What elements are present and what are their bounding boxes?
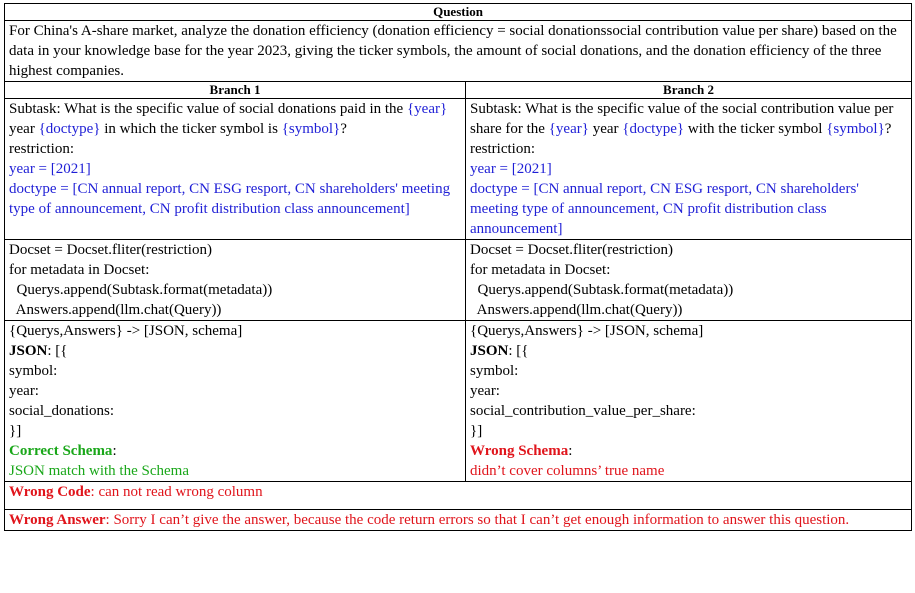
code-line: for metadata in Docset: — [470, 262, 611, 278]
branch1-subtask-cell — [5, 99, 466, 240]
question-header: Question — [5, 4, 912, 21]
wrong-answer-row — [5, 510, 912, 531]
branch2-header: Branch 2 — [466, 82, 912, 99]
json-field: year: — [9, 383, 39, 399]
json-intro: {Querys,Answers} -> [JSON, schema] — [9, 323, 243, 339]
branch2-subtask: Subtask: What is the specific value of the social contribution value per share for the {year} year {doctype} with the ticker symbol {symbol}? — [470, 101, 894, 137]
wrong-code-text: : can not read wrong column — [90, 484, 263, 500]
json-field: symbol: — [470, 363, 519, 379]
question-text: For China's A-share market, analyze the donation efficiency (donation efficiency = social donationssocial contribution value per share) based on the data in your knowledge base for the year 2023, giving the ticker symbols, the amount of social donations, and the donation efficiency of the three highest companies. — [5, 21, 912, 82]
branch1-code-cell — [5, 240, 466, 321]
branch2-code-cell — [466, 240, 912, 321]
branch1-subtask: Subtask: What is the specific value of social donations paid in the {year} year {doctype} in which the ticker symbol is {symbol}? — [9, 101, 448, 137]
json-close: }] — [470, 423, 483, 439]
schema-verdict: Correct Schema: — [9, 443, 117, 459]
code-line: Docset = Docset.fliter(restriction) — [470, 242, 673, 258]
schema-note: JSON match with the Schema — [9, 463, 189, 479]
code-line: Answers.append(llm.chat(Query)) — [470, 302, 683, 318]
json-field: social_contribution_value_per_share: — [470, 403, 696, 419]
json-intro: {Querys,Answers} -> [JSON, schema] — [470, 323, 704, 339]
branch2-restriction: restriction: — [470, 141, 535, 157]
code-line: for metadata in Docset: — [9, 262, 150, 278]
json-open: JSON: [{ — [9, 343, 68, 359]
schema-note: didn’t cover columns’ true name — [470, 463, 665, 479]
json-field: social_donations: — [9, 403, 114, 419]
branch1-header: Branch 1 — [5, 82, 466, 99]
code-line: Querys.append(Subtask.format(metadata)) — [9, 282, 273, 298]
wrong-code-label: Wrong Code — [9, 484, 91, 500]
branch2-year-line: year = [2021] — [470, 161, 552, 177]
wrong-code-row — [5, 482, 912, 510]
json-field: symbol: — [9, 363, 58, 379]
wrong-answer-text: : Sorry I can’t give the answer, because the code return errors so that I can’t get enough information to answer this question. — [105, 512, 850, 528]
branch1-doctype-line: doctype = [CN annual report, CN ESG resport, CN shareholders' meeting type of announcement, CN profit distribution class announcement] — [9, 181, 451, 217]
schema-verdict: Wrong Schema: — [470, 443, 573, 459]
code-line: Answers.append(llm.chat(Query)) — [9, 302, 222, 318]
json-field: year: — [470, 383, 500, 399]
wrong-answer-label: Wrong Answer — [9, 512, 106, 528]
branch2-subtask-cell — [466, 99, 912, 240]
branch2-json-cell — [466, 321, 912, 482]
branch1-restriction: restriction: — [9, 141, 74, 157]
json-open: JSON: [{ — [470, 343, 529, 359]
branch1-year-line: year = [2021] — [9, 161, 91, 177]
json-close: }] — [9, 423, 22, 439]
code-line: Querys.append(Subtask.format(metadata)) — [470, 282, 734, 298]
comparison-table — [4, 3, 912, 531]
code-line: Docset = Docset.fliter(restriction) — [9, 242, 212, 258]
branch1-json-cell — [5, 321, 466, 482]
branch2-doctype-line: doctype = [CN annual report, CN ESG resport, CN shareholders' meeting type of announcement, CN profit distribution class announcement] — [470, 181, 859, 237]
